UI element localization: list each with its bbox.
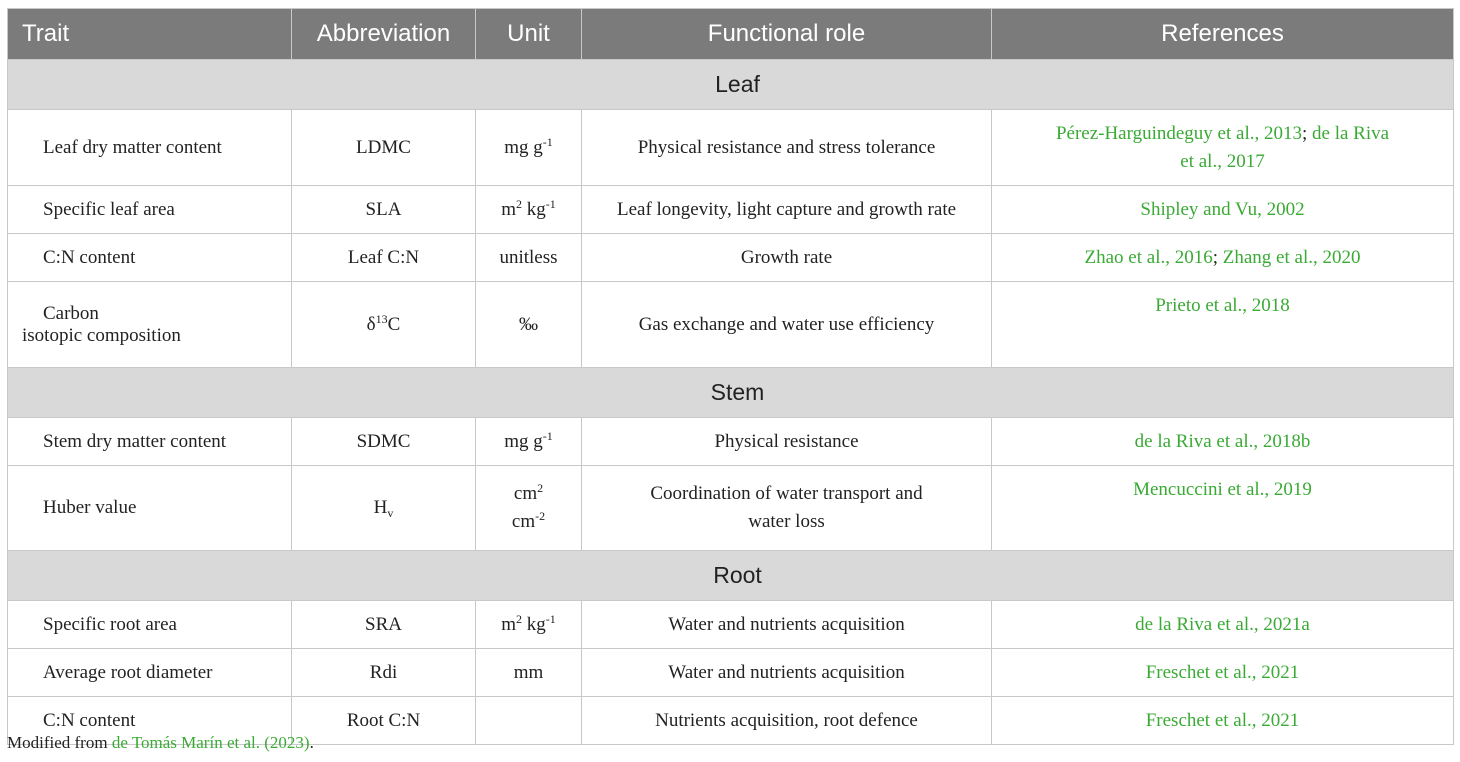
section-row-leaf <box>8 60 1454 110</box>
abbreviation-base: H <box>373 497 388 518</box>
unit-base: mg g <box>504 136 543 158</box>
references-cell <box>992 282 1454 368</box>
references-cell <box>992 110 1454 186</box>
trait-cell: C:N content <box>8 697 292 745</box>
reference-link[interactable]: Zhang et al., 2020 <box>1222 246 1361 268</box>
unit-cell <box>476 466 582 551</box>
abbreviation-cell <box>292 466 476 551</box>
table-row <box>8 649 1454 697</box>
unit-exponent: -1 <box>542 134 553 149</box>
role-cell: Nutrients acquisition, root defence <box>582 697 992 745</box>
unit-cell: unitless <box>476 234 582 282</box>
role-cell: Growth rate <box>582 234 992 282</box>
reference-link[interactable]: et al., 2017 <box>1180 150 1265 172</box>
reference-link[interactable]: Freschet et al., 2021 <box>1145 661 1300 683</box>
abbreviation-suffix: C <box>387 313 401 335</box>
table-row <box>8 282 1454 368</box>
unit-exponent: -1 <box>545 196 556 211</box>
section-label-leaf: Leaf <box>8 60 1454 110</box>
role-line: water loss <box>748 511 825 532</box>
section-row-root <box>8 551 1454 601</box>
trait-cell: Stem dry matter content <box>8 418 292 466</box>
references-cell <box>992 234 1454 282</box>
reference-link[interactable]: Freschet et al., 2021 <box>1145 709 1300 731</box>
reference-link[interactable]: Pérez-Harguindeguy et al., 2013 <box>1055 122 1302 144</box>
role-cell: Physical resistance <box>582 418 992 466</box>
abbreviation-cell: SDMC <box>292 418 476 466</box>
footnote-suffix: . <box>309 733 314 752</box>
unit-cell: mm <box>476 649 582 697</box>
trait-cell <box>8 282 292 368</box>
unit-exponent: -1 <box>545 611 556 626</box>
reference-link[interactable]: de la Riva et al., 2018b <box>1134 430 1311 452</box>
column-header-functional-role: Functional role <box>582 9 992 60</box>
reference-separator: ; <box>1301 122 1308 144</box>
unit-cell <box>476 110 582 186</box>
section-label-root: Root <box>8 551 1454 601</box>
abbreviation-cell: Rdi <box>292 649 476 697</box>
unit-exponent: 2 <box>537 481 544 495</box>
abbreviation-cell: SLA <box>292 186 476 234</box>
abbreviation-cell <box>292 282 476 368</box>
unit-exponent: 2 <box>516 611 523 626</box>
trait-cell: Specific root area <box>8 601 292 649</box>
abbreviation-cell: LDMC <box>292 110 476 186</box>
unit-exponent: -2 <box>535 509 546 523</box>
role-cell: Physical resistance and stress tolerance <box>582 110 992 186</box>
references-cell <box>992 418 1454 466</box>
reference-link[interactable]: de la Riva et al., 2021a <box>1135 613 1310 635</box>
abbreviation-exponent: 13 <box>375 311 388 326</box>
column-header-trait: Trait <box>8 9 292 60</box>
reference-link[interactable]: de la Riva <box>1312 122 1390 144</box>
reference-link[interactable]: Shipley and Vu, 2002 <box>1140 198 1305 220</box>
trait-cell: Huber value <box>8 466 292 551</box>
trait-cell: Average root diameter <box>8 649 292 697</box>
unit-cell <box>476 186 582 234</box>
role-line: Coordination of water transport and <box>650 483 923 504</box>
reference-separator: ; <box>1212 246 1219 268</box>
table-row <box>8 110 1454 186</box>
reference-link[interactable]: Mencuccini et al., 2019 <box>1133 479 1312 500</box>
table-row <box>8 466 1454 551</box>
unit-cell <box>476 697 582 745</box>
unit-base: m <box>501 613 517 635</box>
references-cell <box>992 697 1454 745</box>
unit-base: kg <box>522 613 546 635</box>
traits-table <box>7 8 1454 745</box>
column-header-references: References <box>992 9 1454 60</box>
role-cell: Gas exchange and water use efficiency <box>582 282 992 368</box>
table-row <box>8 418 1454 466</box>
role-cell: Water and nutrients acquisition <box>582 649 992 697</box>
reference-link[interactable]: Zhao et al., 2016 <box>1084 246 1213 268</box>
footnote-prefix: Modified from <box>7 733 112 752</box>
references-cell <box>992 186 1454 234</box>
trait-line: Carbon <box>43 302 99 324</box>
unit-cell <box>476 418 582 466</box>
unit-exponent: 2 <box>516 196 523 211</box>
trait-cell: Specific leaf area <box>8 186 292 234</box>
unit-base: m <box>501 198 517 220</box>
table-row <box>8 186 1454 234</box>
trait-line: isotopic composition <box>22 324 181 346</box>
section-row-stem <box>8 368 1454 418</box>
column-header-unit: Unit <box>476 9 582 60</box>
role-cell: Leaf longevity, light capture and growth rate <box>582 186 992 234</box>
footnote-reference-link[interactable]: de Tomás Marín et al. (2023) <box>111 733 310 752</box>
abbreviation-prefix: δ <box>366 313 376 335</box>
unit-base: kg <box>522 198 546 220</box>
reference-link[interactable]: Prieto et al., 2018 <box>1155 295 1290 316</box>
unit-exponent: -1 <box>542 428 553 443</box>
role-cell: Water and nutrients acquisition <box>582 601 992 649</box>
abbreviation-cell: Leaf C:N <box>292 234 476 282</box>
references-cell <box>992 466 1454 551</box>
references-cell <box>992 649 1454 697</box>
section-label-stem: Stem <box>8 368 1454 418</box>
trait-cell: C:N content <box>8 234 292 282</box>
unit-base: cm <box>513 483 538 504</box>
references-cell <box>992 601 1454 649</box>
unit-base: cm <box>511 511 536 532</box>
table-row <box>8 234 1454 282</box>
unit-base: mg g <box>504 430 543 452</box>
header-row <box>8 9 1454 60</box>
table-row <box>8 601 1454 649</box>
unit-cell <box>476 601 582 649</box>
table-footnote <box>7 733 314 753</box>
role-cell <box>582 466 992 551</box>
abbreviation-subscript: v <box>387 506 394 520</box>
abbreviation-cell: SRA <box>292 601 476 649</box>
abbreviation-cell: Root C:N <box>292 697 476 745</box>
column-header-abbreviation: Abbreviation <box>292 9 476 60</box>
unit-cell: ‰ <box>476 282 582 368</box>
trait-cell: Leaf dry matter content <box>8 110 292 186</box>
